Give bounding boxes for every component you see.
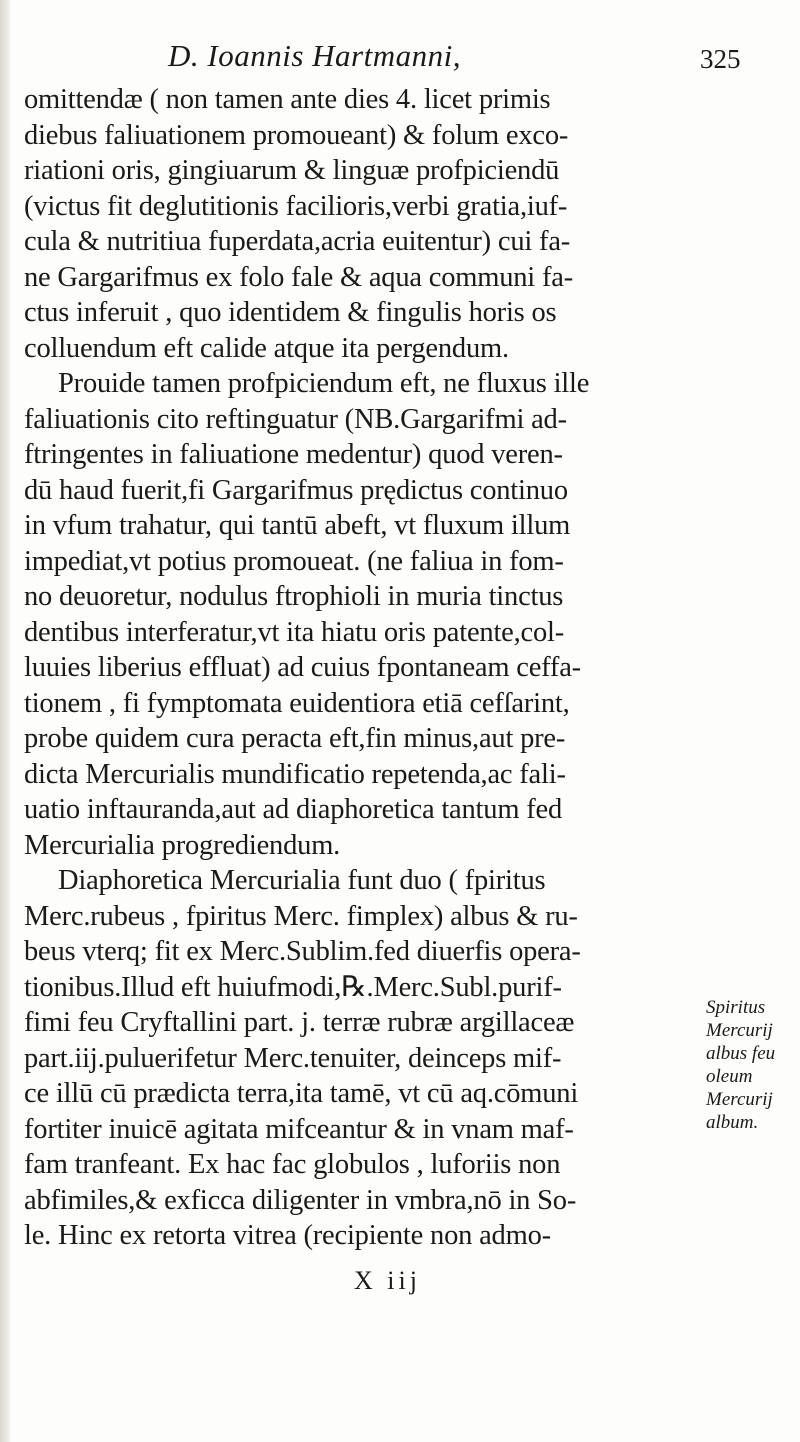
margin-note-line: album. bbox=[706, 1112, 759, 1133]
signature-mark: X iij bbox=[354, 1266, 421, 1295]
text-line: dū haud fuerit,fi Gargarifmus prędictus continuo bbox=[24, 474, 568, 506]
text-line: fimi feu Cryftallini part. j. terræ rubræ argillaceæ bbox=[24, 1007, 575, 1038]
text-line: luuies liberius effluat) ad cuius fpontaneam ceffa- bbox=[24, 652, 581, 683]
text-line: (victus fit deglutitionis facilioris,verbi gratia,iuf- bbox=[24, 190, 568, 222]
text-line: ctus inferuit , quo identidem & fingulis horis os bbox=[24, 297, 557, 328]
text-line: tionibus.Illud eft huiufmodi,℞.Merc.Subl.purif- bbox=[24, 971, 562, 1003]
text-line: ftringentes in faliuatione medentur) quod veren- bbox=[24, 439, 563, 470]
text-line: dentibus interferatur,vt ita hiatu oris patente,col- bbox=[24, 616, 565, 648]
text-line: ne Gargarifmus ex folo fale & aqua communi fa- bbox=[24, 261, 573, 293]
text-line: in vfum trahatur, qui tantū abeft, vt fluxum illum bbox=[24, 510, 571, 541]
margin-note-line: Mercurij bbox=[706, 1089, 773, 1110]
text-line: ce illū cū prædicta terra,ita tamē, vt cū aq.cōmuni bbox=[24, 1078, 579, 1109]
text-line: cula & nutritiua fuperdata,acria euitentur) cui fa- bbox=[24, 226, 571, 257]
margin-note-line: oleum bbox=[706, 1066, 753, 1087]
text-line: faliuationis cito reftinguatur (NB.Gargarifmi ad- bbox=[24, 403, 567, 435]
text-line: abfimiles,& exficca diligenter in vmbra,nō in So- bbox=[24, 1184, 577, 1216]
text-line: omittendæ ( non tamen ante dies 4. licet primis bbox=[24, 84, 551, 115]
text-line: riationi oris, gingiuarum & linguæ profpiciendū bbox=[24, 155, 560, 186]
text-line: Mercurialia progrediendum. bbox=[24, 829, 341, 861]
text-line: dicta Mercurialis mundificatio repetenda,ac fali- bbox=[24, 758, 566, 790]
text-line: fam tranfeant. Ex hac fac globulos , luforiis non bbox=[24, 1149, 561, 1180]
running-head: D. Ioannis Hartmanni, bbox=[168, 38, 461, 73]
text-line: probe quidem cura peracta eft,fin minus,aut pre- bbox=[24, 723, 566, 754]
text-line: impediat,vt potius promoueat. (ne faliua in fom- bbox=[24, 545, 564, 577]
margin-note-line: Mercurij bbox=[706, 1020, 773, 1041]
text-line: no deuoretur, nodulus ftrophioli in muria tinctus bbox=[24, 581, 564, 612]
binding-edge bbox=[0, 0, 10, 1442]
marginal-note bbox=[706, 996, 800, 1134]
text-line: part.iij.puluerifetur Merc.tenuiter, deinceps mif- bbox=[24, 1042, 562, 1074]
text-line: uatio inftauranda,aut ad diaphoretica tantum fed bbox=[24, 794, 563, 825]
page-number: 325 bbox=[700, 44, 741, 74]
text-line: Merc.rubeus , fpiritus Merc. fimplex) albus & ru- bbox=[24, 900, 578, 932]
text-line: fortiter inuicē agitata mifceantur & in vnam maf- bbox=[24, 1113, 574, 1145]
text-line: tionem , fi fymptomata euidentiora etiā cefſarint, bbox=[24, 687, 570, 719]
paragraph-start-line: Diaphoretica Mercurialia funt duo ( fpiritus bbox=[58, 865, 546, 896]
text-line: colluendum eft calide atque ita pergendum. bbox=[24, 332, 509, 364]
paragraph-start-line: Prouide tamen profpiciendum eft, ne fluxus ille bbox=[58, 368, 590, 399]
margin-note-line: albus feu bbox=[706, 1043, 776, 1064]
body-text bbox=[24, 82, 774, 1254]
text-line: le. Hinc ex retorta vitrea (recipiente non admo- bbox=[24, 1220, 551, 1251]
text-line: beus vterq; fit ex Merc.Sublim.fed diuerfis opera- bbox=[24, 936, 581, 967]
margin-note-line: Spiritus bbox=[706, 997, 766, 1018]
text-line: diebus faliuationem promoueant) & folum exco- bbox=[24, 119, 569, 151]
